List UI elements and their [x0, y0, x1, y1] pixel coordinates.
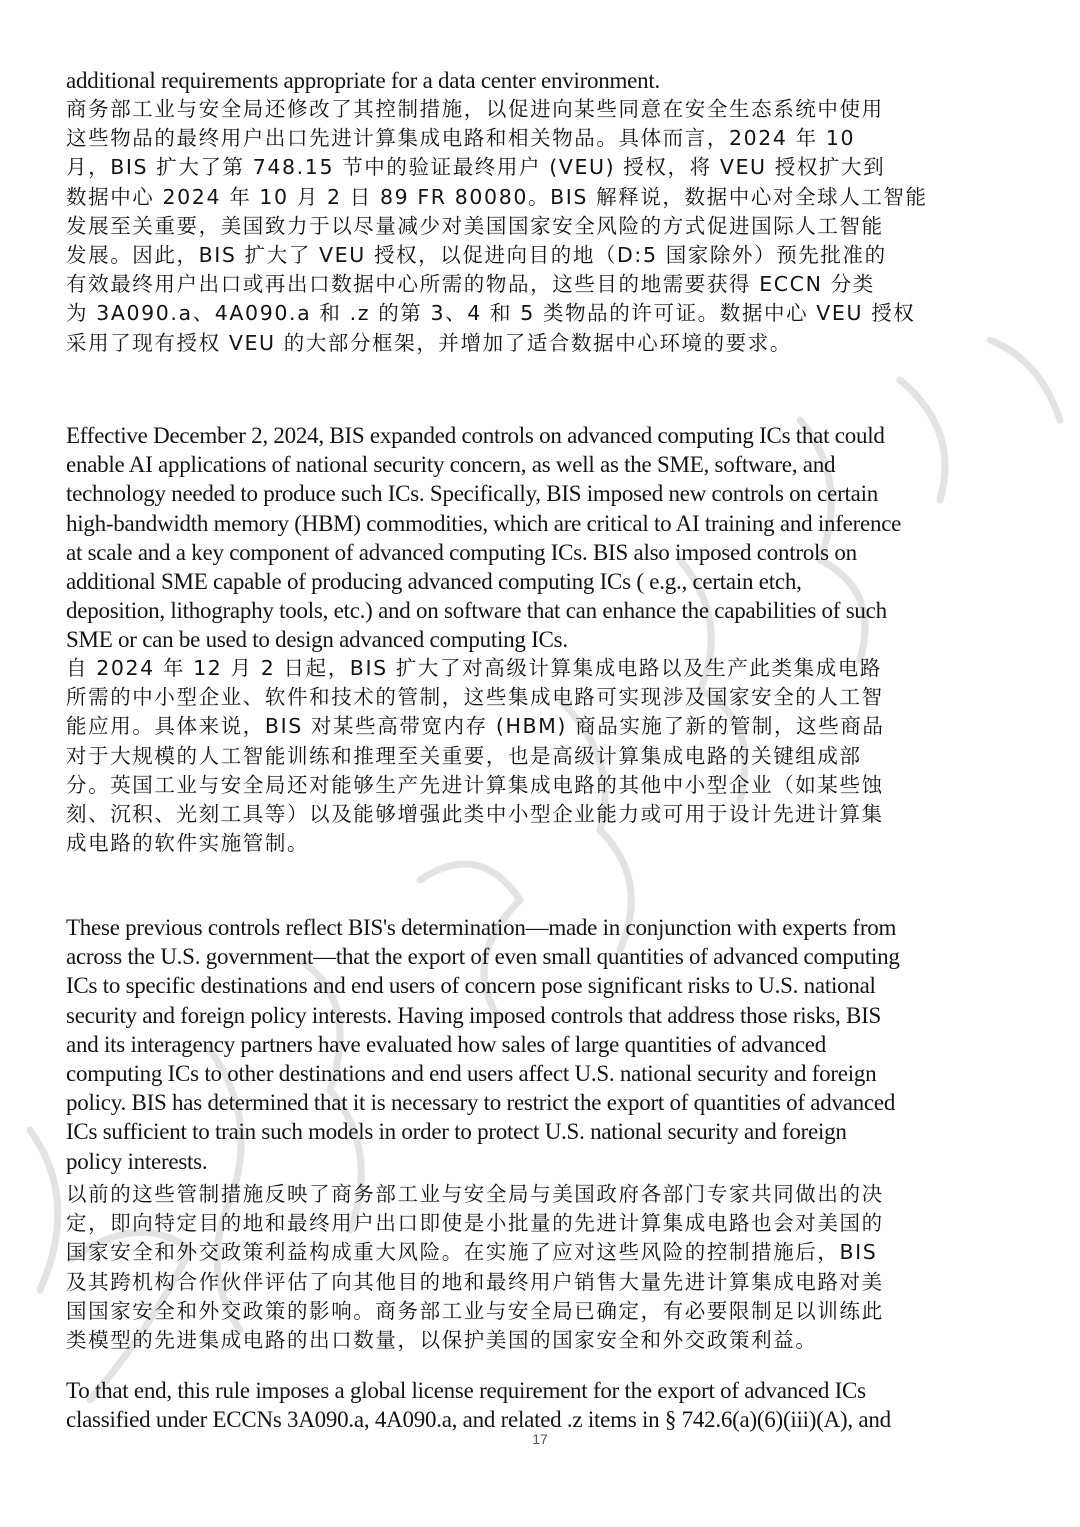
text-line: policy interests. — [66, 1148, 208, 1174]
text-line: additional SME capable of producing advanced computing ICs ( e.g., certain etch, — [66, 568, 802, 594]
text-line: Effective December 2, 2024, BIS expanded controls on advanced computing ICs that could — [66, 423, 885, 448]
text-line: 定，即向特定目的地和最终用户出口即使是小批量的先进计算集成电路也会对美国的 — [66, 1211, 884, 1236]
text-line: These previous controls reflect BIS's determination—made in conjunction with experts from — [66, 915, 897, 940]
text-line: ICs sufficient to train such models in order to protect U.S. national security and foreign — [66, 1119, 847, 1145]
text-line: enable AI applications of national security concern, as well as the SME, software, and — [66, 452, 836, 478]
text-line: 采用了现有授权 VEU 的大部分框架，并增加了适合数据中心环境的要求。 — [66, 330, 793, 355]
text-line: 刻、沉积、光刻工具等）以及能够增强此类中小型企业能力或可用于设计先进计算集 — [66, 801, 884, 826]
text-line: 及其跨机构合作伙伴评估了向其他目的地和最终用户销售大量先进计算集成电路对美 — [66, 1269, 884, 1294]
text-line: 成电路的软件实施管制。 — [66, 831, 310, 856]
text-line: 分。英国工业与安全局还对能够生产先进计算集成电路的其他中小型企业（如某些蚀 — [66, 772, 884, 797]
text-line: 国家安全和外交政策利益构成重大风险。在实施了应对这些风险的控制措施后，BIS — [66, 1240, 878, 1265]
paragraph-zh-2 — [66, 654, 1016, 858]
paragraph-zh-3 — [66, 1180, 1016, 1355]
paragraph-en-1 — [66, 66, 1016, 95]
text-line: 所需的中小型企业、软件和技术的管制，这些集成电路可实现涉及国家安全的人工智 — [66, 685, 884, 710]
text-line: deposition, lithography tools, etc.) and on software that can enhance the capabilities of such — [66, 598, 887, 624]
paragraph-zh-1 — [66, 95, 1016, 358]
text-line: 商务部工业与安全局还修改了其控制措施，以促进向某些同意在安全生态系统中使用 — [66, 97, 884, 121]
text-line: 这些物品的最终用户出口先进计算集成电路和相关物品。具体而言，2024 年 10 — [66, 126, 856, 151]
text-line: To that end, this rule imposes a global license requirement for the export of advanced ICs — [66, 1378, 866, 1403]
text-line: 发展至关重要，美国致力于以尽量减少对美国国家安全风险的方式促进国际人工智能 — [66, 213, 884, 238]
text-line: 对于大规模的人工智能训练和推理至关重要，也是高级计算集成电路的关键组成部 — [66, 743, 862, 768]
text-line: SME or can be used to design advanced computing ICs. — [66, 627, 568, 653]
text-line: 自 2024 年 12 月 2 日起，BIS 扩大了对高级计算集成电路以及生产此类集成电路 — [66, 656, 883, 680]
text-line: and its interagency partners have evaluated how sales of large quantities of advanced — [66, 1031, 827, 1057]
text-line: 发展。因此，BIS 扩大了 VEU 授权，以促进向目的地（D:5 国家除外）预先批准的 — [66, 242, 887, 267]
text-line: 能应用。具体来说，BIS 对某些高带宽内存 (HBM) 商品实施了新的管制，这些商品 — [66, 714, 885, 739]
text-line: additional requirements appropriate for a data center environment. — [66, 68, 661, 93]
text-line: technology needed to produce such ICs. Specifically, BIS imposed new controls on certain — [66, 481, 878, 507]
text-line: 为 3A090.a、4A090.a 和 .z 的第 3、4 和 5 类物品的许可证。数据中心 VEU 授权 — [66, 301, 916, 326]
text-line: policy. BIS has determined that it is necessary to restrict the export of quantities of advanced — [66, 1090, 896, 1116]
paragraph-en-3 — [66, 913, 1016, 1176]
text-line: classified under ECCNs 3A090.a, 4A090.a, and related .z items in § 742.6(a)(6)(iii)(A), and — [66, 1407, 891, 1433]
text-line: 国国家安全和外交政策的影响。商务部工业与安全局已确定，有必要限制足以训练此 — [66, 1298, 884, 1323]
text-line: at scale and a key component of advanced computing ICs. BIS also imposed controls on — [66, 539, 857, 565]
text-line: security and foreign policy interests. Having imposed controls that address those risks, BIS — [66, 1002, 882, 1028]
paragraph-en-4 — [66, 1376, 1016, 1434]
text-line: 以前的这些管制措施反映了商务部工业与安全局与美国政府各部门专家共同做出的决 — [66, 1182, 884, 1206]
text-line: 月，BIS 扩大了第 748.15 节中的验证最终用户 (VEU) 授权，将 VEU 授权扩大到 — [66, 155, 886, 180]
text-line: 有效最终用户出口或再出口数据中心所需的物品，这些目的地需要获得 ECCN 分类 — [66, 272, 875, 297]
text-line: 类模型的先进集成电路的出口数量，以保护美国的国家安全和外交政策利益。 — [66, 1327, 818, 1352]
text-line: computing ICs to other destinations and end users affect U.S. national security and foreign — [66, 1060, 877, 1086]
paragraph-en-2 — [66, 421, 1016, 655]
text-line: high-bandwidth memory (HBM) commodities, which are critical to AI training and inference — [66, 510, 902, 536]
text-line: 数据中心 2024 年 10 月 2 日 89 FR 80080。BIS 解释说，数据中心对全球人工智能 — [66, 184, 928, 209]
text-line: ICs to specific destinations and end users of concern pose significant risks to U.S. national — [66, 973, 876, 999]
page-number: 17 — [532, 1431, 548, 1447]
text-line: across the U.S. government—that the export of even small quantities of advanced computing — [66, 944, 900, 970]
